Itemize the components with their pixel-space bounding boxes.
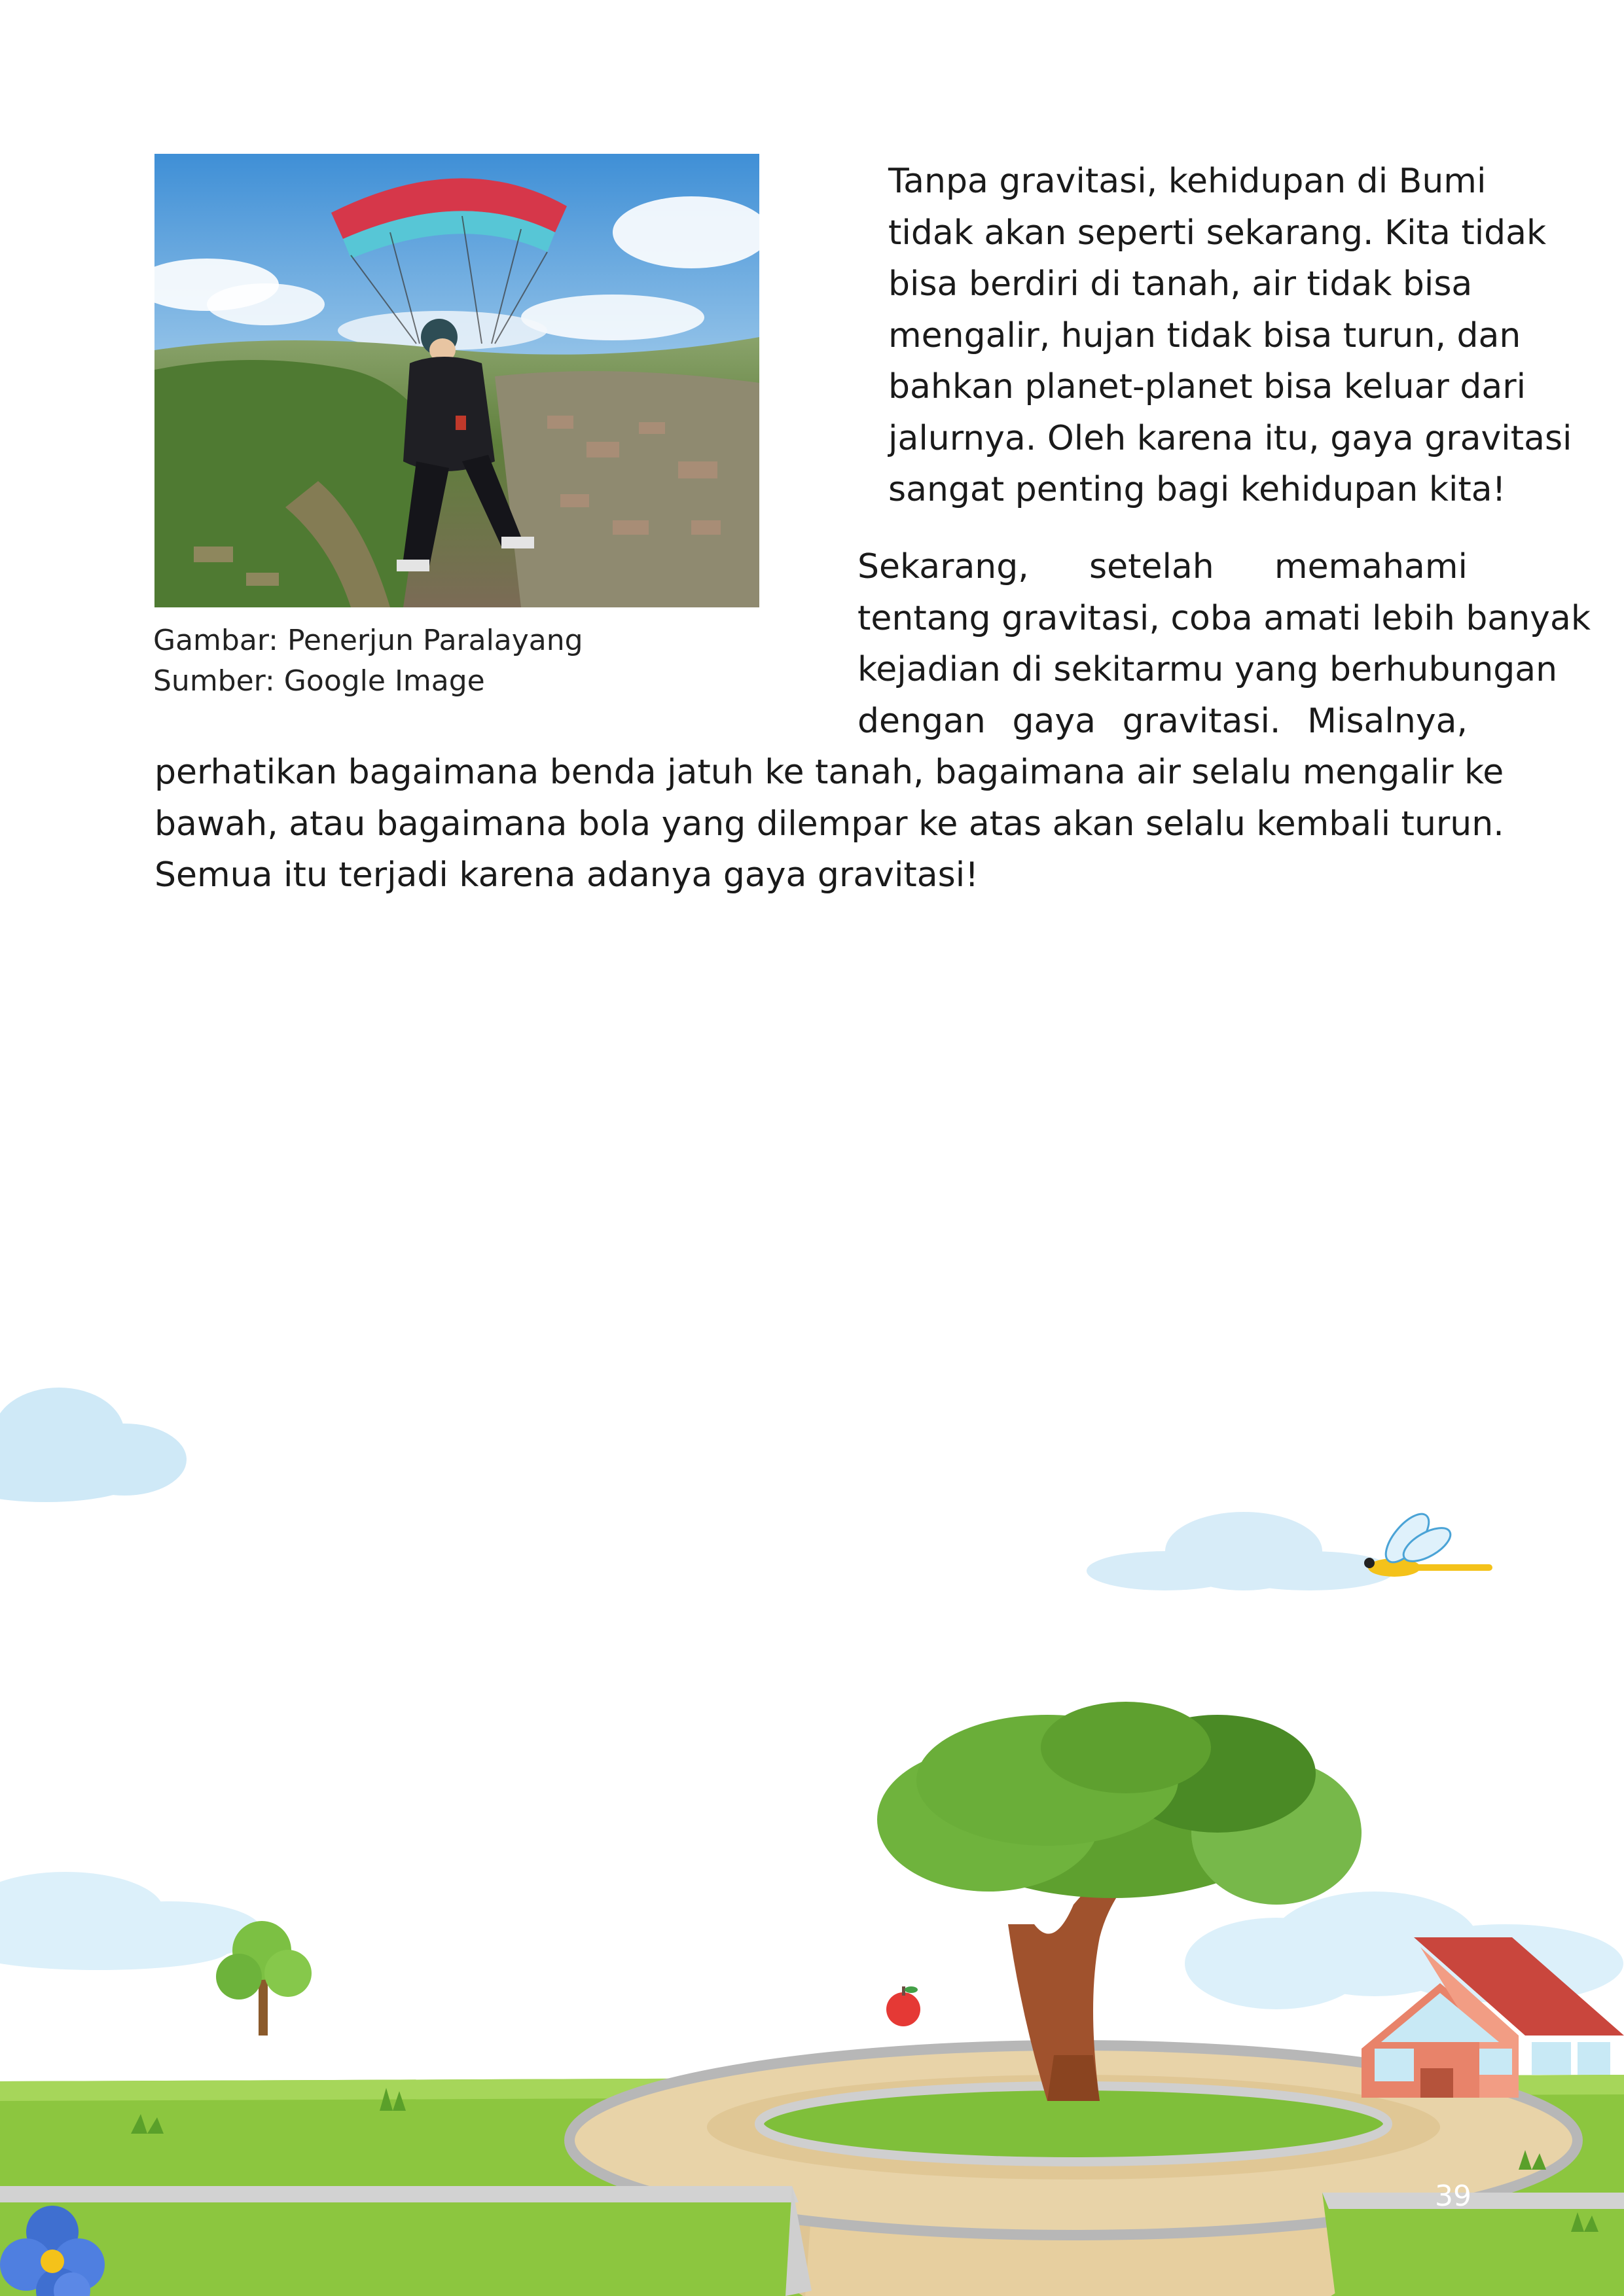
paragraph-line: perhatikan bagaimana benda jatuh ke tanah, bagaimana air selalu mengalir ke (154, 753, 1504, 792)
paragraph-line: bawah, atau bagaimana bola yang dilempar ke atas akan selalu kembali turun. (154, 804, 1504, 844)
paragraph-line: mengalir, hujan tidak bisa turun, dan (888, 315, 1521, 355)
paragraph-2-side (785, 541, 1591, 747)
paragraph-line: Sekarang, setelah memahami (857, 547, 1468, 586)
cloud-icon (0, 1872, 262, 1970)
apple-icon (886, 1986, 920, 2026)
dragonfly-icon (1364, 1507, 1492, 1577)
figure-caption (153, 620, 742, 702)
caption-source: Sumber: Google Image (153, 664, 485, 698)
paragraph-2-full (154, 747, 1504, 901)
page-number: 39 (1435, 2179, 1471, 2213)
paragraph-1 (793, 156, 1572, 516)
paragraph-line: dengan gaya gravitasi. Misalnya, (857, 701, 1468, 741)
paragraph-line: jalurnya. Oleh karena itu, gaya gravitasi (888, 418, 1572, 458)
cloud-icon (1087, 1512, 1394, 1590)
paragraph-line: tidak akan seperti sekarang. Kita tidak (888, 213, 1547, 253)
paragraph-line: kejadian di sekitarmu yang berhubungan (857, 650, 1558, 689)
paragraph-line: Tanpa gravitasi, kehidupan di Bumi (888, 162, 1487, 201)
paragraph-line: sangat penting bagi kehidupan kita! (888, 470, 1506, 509)
paraglider-photo (154, 154, 759, 607)
cloud-icon (0, 1388, 187, 1502)
park-illustration (0, 1361, 1624, 2296)
paragraph-line: Semua itu terjadi karena adanya gaya gravitasi! (154, 855, 979, 895)
paragraph-line: bisa berdiri di tanah, air tidak bisa (888, 264, 1473, 304)
paragraph-line: tentang gravitasi, coba amati lebih banyak (857, 598, 1591, 638)
paragraph-line: bahkan planet-planet bisa keluar dari (888, 367, 1526, 406)
caption-title: Gambar: Penerjun Paralayang (153, 624, 583, 657)
